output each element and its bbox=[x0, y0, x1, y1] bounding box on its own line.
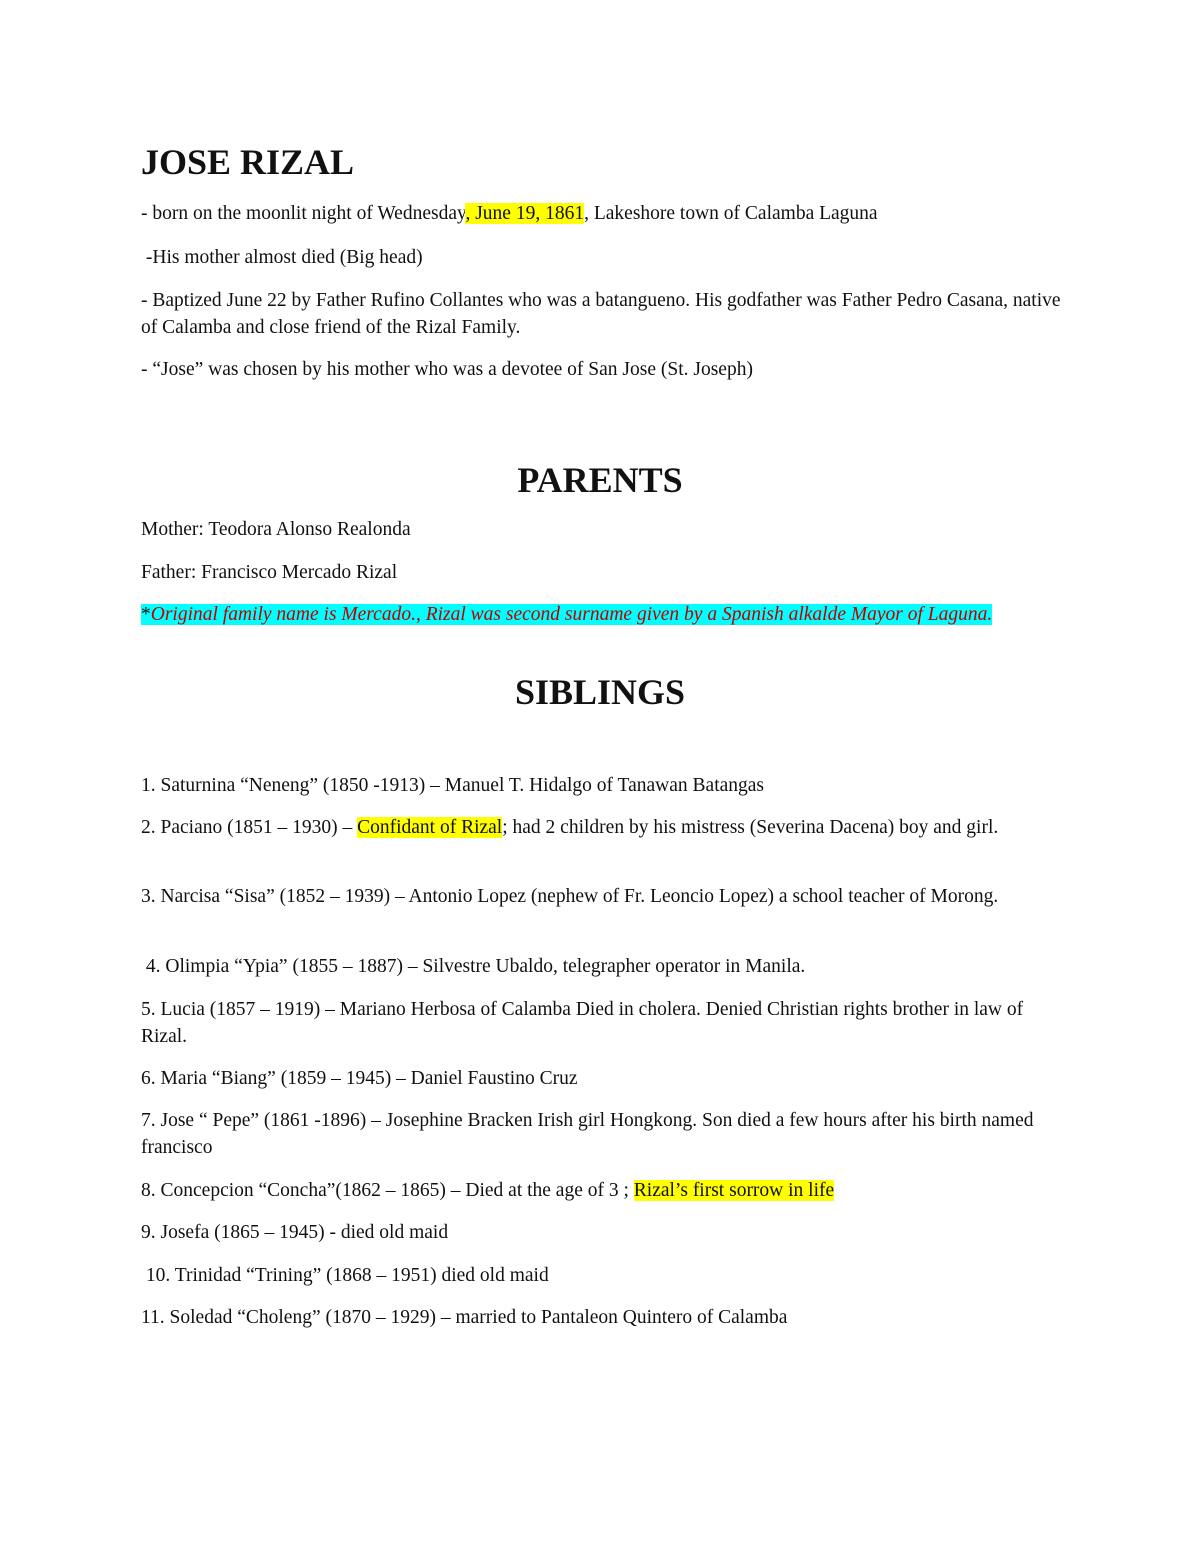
sibling-item-7: 7. Jose “ Pepe” (1861 -1896) – Josephine Bracken Irish girl Hongkong. Son died a few hours after his birth named francisco bbox=[141, 1110, 1034, 1158]
note-text: Original family name is Mercado., Rizal was second surname given by a Spanish alkalde Mayor of Laguna. bbox=[150, 604, 993, 625]
sibling-item-1: 1. Saturnina “Neneng” (1850 -1913) – Manuel T. Hidalgo of Tanawan Batangas bbox=[141, 775, 765, 796]
born-paragraph bbox=[141, 200, 1061, 227]
sibling-item-5: 5. Lucia (1857 – 1919) – Mariano Herbosa of Calamba Died in cholera. Denied Christian rights brother in law of Rizal. bbox=[141, 999, 1024, 1047]
first-sorrow-highlight: Rizal’s first sorrow in life bbox=[633, 1180, 835, 1201]
page-title: JOSE RIZAL bbox=[141, 142, 355, 182]
baptized-paragraph: - Baptized June 22 by Father Rufino Collantes who was a batangueno. His godfather was Father Pedro Casana, native of Calamba and close friend of the Rizal Family. bbox=[141, 290, 1061, 338]
father-line: Father: Francisco Mercado Rizal bbox=[141, 562, 398, 583]
sibling-item-4: 4. Olimpia “Ypia” (1855 – 1887) – Silvestre Ubaldo, telegrapher operator in Manila. bbox=[141, 956, 806, 977]
note-star: * bbox=[141, 604, 151, 625]
sibling-item-9: 9. Josefa (1865 – 1945) - died old maid bbox=[141, 1222, 449, 1243]
sibling-item-10: 10. Trinidad “Trining” (1868 – 1951) died old maid bbox=[141, 1265, 549, 1286]
mother-died-paragraph: -His mother almost died (Big head) bbox=[141, 247, 423, 268]
parents-heading: PARENTS bbox=[517, 460, 683, 500]
siblings-heading: SIBLINGS bbox=[514, 672, 686, 712]
sibling-8-text: 8. Concepcion “Concha”(1862 – 1865) – Died at the age of 3 ; bbox=[141, 1180, 634, 1201]
sibling-item-6: 6. Maria “Biang” (1859 – 1945) – Daniel Faustino Cruz bbox=[141, 1068, 578, 1089]
sibling-item-2 bbox=[141, 814, 1061, 841]
sibling-2-rest: ; had 2 children by his mistress (Severina Dacena) boy and girl. bbox=[502, 817, 999, 838]
born-date-highlight: , June 19, 1861 bbox=[465, 203, 585, 224]
family-name-note bbox=[141, 601, 1021, 628]
confidant-highlight: Confidant of Rizal bbox=[357, 817, 503, 838]
sibling-2-text: 2. Paciano (1851 – 1930) – bbox=[141, 817, 358, 838]
name-origin-paragraph: - “Jose” was chosen by his mother who was a devotee of San Jose (St. Joseph) bbox=[141, 359, 753, 380]
born-place-text: , Lakeshore town of Calamba Laguna bbox=[584, 203, 878, 224]
sibling-item-8 bbox=[141, 1177, 1061, 1204]
sibling-item-11: 11. Soledad “Choleng” (1870 – 1929) – married to Pantaleon Quintero of Calamba bbox=[141, 1307, 788, 1328]
sibling-item-3: 3. Narcisa “Sisa” (1852 – 1939) – Antonio Lopez (nephew of Fr. Leoncio Lopez) a school teacher of Morong. bbox=[141, 886, 999, 907]
mother-line: Mother: Teodora Alonso Realonda bbox=[141, 519, 411, 540]
born-text: - born on the moonlit night of Wednesday bbox=[141, 203, 466, 224]
